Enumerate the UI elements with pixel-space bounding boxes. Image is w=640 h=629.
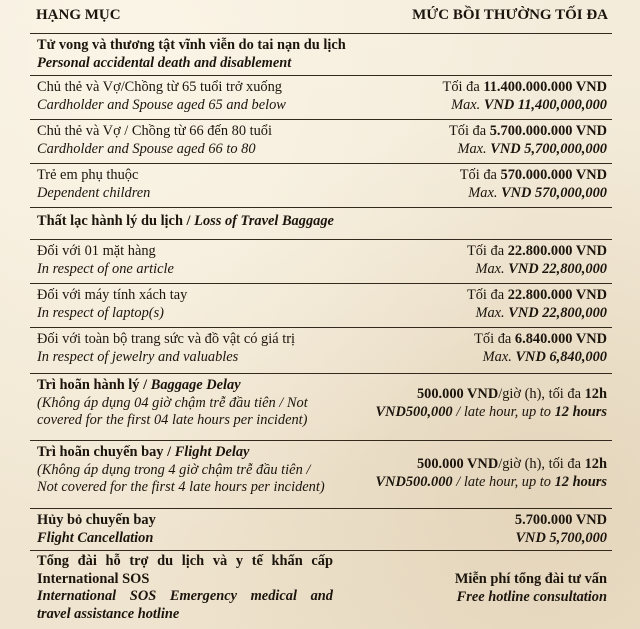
amount-en-max: 12 hours	[554, 403, 607, 420]
amount-vi: 500.000 VND	[416, 386, 499, 402]
amount-vi-unit: /giờ (h), tối đa	[498, 386, 581, 402]
item-label-vi: Chủ thẻ và Vợ/Chồng từ 65 tuổi trở xuống	[37, 79, 283, 95]
amount-en: VND 570,000,000	[501, 184, 607, 201]
amount-en: Free hotline consultation	[456, 588, 607, 605]
header-category: HẠNG MỤC	[36, 7, 121, 23]
note-line-1: (Không áp dụng trong 4 giờ chậm trễ đầu tiên /	[37, 461, 311, 478]
amount-vi: 22.800.000 VND	[507, 287, 607, 303]
amount-en: VND 6,840,000	[515, 348, 607, 365]
table-row	[30, 163, 612, 207]
item-label-en: Dependent children	[37, 184, 151, 201]
table-row-cancellation	[30, 508, 612, 550]
amount-prefix-en: Max.	[468, 184, 498, 201]
amount-prefix-en: Max.	[482, 348, 512, 365]
note-line-2: Not covered for the first 4 late hours per incident)	[37, 479, 325, 496]
section-title-vi: Tổng đài hỗ trợ du lịch và y tế khẩn cấp	[37, 553, 333, 569]
item-label-vi: Đối với 01 mặt hàng	[37, 243, 156, 259]
amount-vi: 500.000 VND	[416, 456, 499, 472]
item-label-vi: Đối với toàn bộ trang sức và đồ vật có giá trị	[37, 331, 295, 347]
section-title-en: International SOS	[37, 570, 150, 587]
table-row	[30, 327, 612, 373]
section-title-vi: Tử vong và thương tật vĩnh viễn do tai nạn du lịch	[37, 37, 346, 53]
section-title-vi: Thất lạc hành lý du lịch /	[37, 213, 191, 229]
amount-prefix-en: Max.	[457, 140, 487, 157]
section-title-en: Flight Cancellation	[37, 529, 154, 546]
note-line-2: covered for the first 04 late hours per incident)	[37, 412, 308, 429]
desc-line-2: travel assistance hotline	[37, 605, 180, 622]
section-title-en: Flight Delay	[174, 444, 250, 460]
amount-prefix-vi: Tối đa	[466, 243, 505, 259]
item-label-en: In respect of one article	[37, 260, 174, 277]
table-row-flight-delay	[30, 440, 612, 508]
section-title-vi: Trì hoãn chuyến bay /	[37, 444, 172, 460]
amount-prefix-vi: Tối đa	[466, 287, 505, 303]
amount-vi-max: 12h	[584, 386, 607, 402]
amount-prefix-vi: Tối đa	[448, 123, 487, 139]
amount-vi: Miễn phí tổng đài tư vấn	[454, 571, 607, 587]
amount-prefix-en: Max.	[475, 304, 505, 321]
amount-prefix-vi: Tối đa	[442, 79, 480, 95]
amount-vi: 22.800.000 VND	[507, 243, 607, 259]
amount-prefix-vi: Tối đa	[474, 331, 512, 347]
amount-vi-max: 12h	[584, 456, 607, 472]
table-row	[30, 119, 612, 163]
section-title-en: Baggage Delay	[150, 377, 241, 393]
section-title-vi: Trì hoãn hành lý /	[37, 377, 148, 393]
amount-en: VND 11,400,000,000	[483, 96, 607, 113]
section-accident-header	[30, 33, 612, 75]
table-row	[30, 283, 612, 327]
section-title-vi: Hủy bỏ chuyến bay	[37, 512, 156, 528]
section-baggage-loss-header	[30, 207, 612, 239]
table-row-sos	[30, 550, 612, 629]
item-label-en: Cardholder and Spouse aged 66 to 80	[37, 140, 256, 157]
item-label-vi: Đối với máy tính xách tay	[37, 287, 188, 303]
amount-prefix-vi: Tối đa	[459, 167, 497, 183]
amount-en-max: 12 hours	[554, 473, 607, 490]
amount-vi: 6.840.000 VND	[514, 331, 607, 347]
amount-vi: 5.700.000 VND	[514, 512, 607, 528]
amount-en: VND 22,800,000	[508, 260, 607, 277]
amount-en: VND 5,700,000	[515, 529, 607, 546]
item-label-vi: Chủ thẻ và Vợ / Chồng từ 66 đến 80 tuổi	[37, 123, 272, 139]
amount-prefix-en: Max.	[451, 96, 481, 113]
amount-vi-unit: /giờ (h), tối đa	[498, 456, 581, 472]
amount-vi: 11.400.000.000 VND	[483, 79, 607, 95]
table-row-baggage-delay	[30, 373, 612, 440]
amount-en-unit: / late hour, up to	[456, 473, 551, 490]
amount-en: VND 22,800,000	[508, 304, 607, 321]
table-row	[30, 75, 612, 119]
amount-en: VND500,000	[375, 403, 453, 420]
table-header	[0, 0, 640, 30]
amount-vi: 5.700.000.000 VND	[489, 123, 607, 139]
item-label-en: Cardholder and Spouse aged 65 and below	[37, 96, 286, 113]
amount-en: VND500.000	[375, 473, 453, 490]
header-max-compensation: MỨC BỒI THƯỜNG TỐI ĐA	[412, 7, 608, 23]
item-label-vi: Trẻ em phụ thuộc	[37, 167, 139, 183]
amount-prefix-en: Max.	[475, 260, 505, 277]
amount-en: VND 5,700,000,000	[490, 140, 607, 157]
desc-line-1: International SOS Emergency medical and	[37, 588, 333, 605]
item-label-en: In respect of jewelry and valuables	[37, 348, 239, 365]
section-title-en: Personal accidental death and disablement	[37, 54, 292, 71]
note-line-1: (Không áp dụng 04 giờ chậm trễ đầu tiên / Not	[37, 394, 308, 411]
amount-vi: 570.000.000 VND	[500, 167, 607, 183]
table-row	[30, 239, 612, 283]
amount-en-unit: / late hour, up to	[456, 403, 551, 420]
item-label-en: In respect of laptop(s)	[37, 304, 164, 321]
section-title-en: Loss of Travel Baggage	[194, 213, 334, 229]
